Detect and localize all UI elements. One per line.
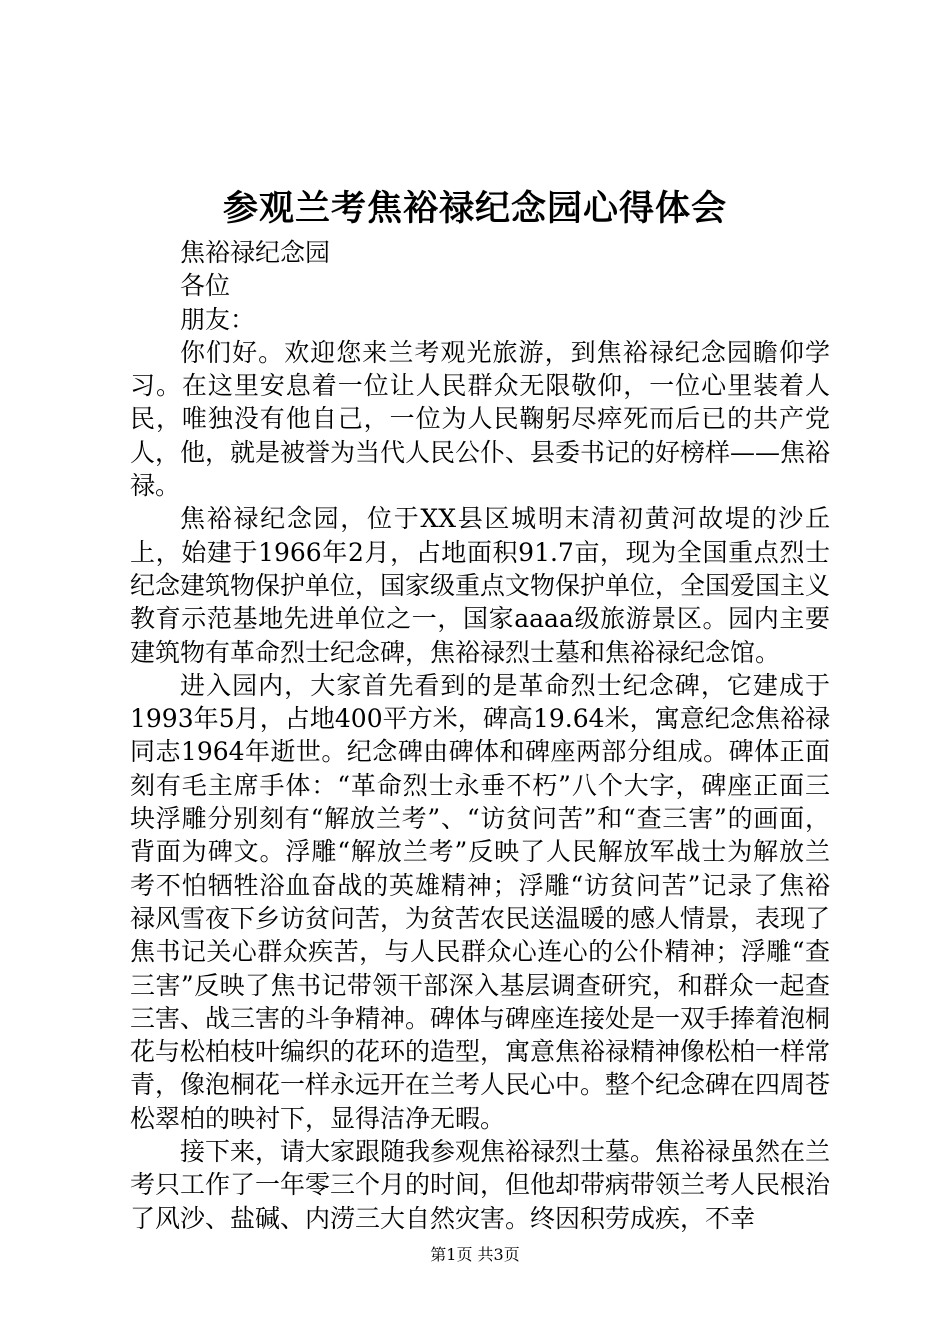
document-body [130,236,830,1235]
paragraph-tomb: 接下来，请大家跟随我参观焦裕禄烈士墓。焦裕禄虽然在兰考只工作了一年零三个月的时间，但他却带病带领兰考人民根治了风沙、盐碱、内涝三大自然灾害。终因积劳成疾，不幸 [130,1137,831,1233]
paragraph-monument: 进入园内，大家首先看到的是革命烈士纪念碑，它建成于1993年5月，占地400平方米，碑高19.64米，寓意纪念焦裕禄同志1964年逝世。纪念碑由碑体和碑座两部分组成。碑体正面刻有毛主席手体：“革命烈士永垂不朽”八个大字，碑座正面三块浮雕分别刻有“解放兰考”、“访贫问苦”和“查三害”的画面，背面为碑文。浮雕“解放兰考”反映了人民解放军战士为解放兰考不怕牺牲浴血奋战的英雄精神；浮雕“访贫问苦”记录了焦裕禄风雪夜下乡访贫问苦，为贫苦农民送温暖的感人情景，表现了焦书记关心群众疾苦，与人民群众心连心的公仆精神；浮雕“查三害”反映了焦书记带领干部深入基层调查研究，和群众一起查三害、战三害的斗争精神。碑体与碑座连接处是一双手捧着泡桐花与松柏枝叶编织的花环的造型，寓意焦裕禄精神像松柏一样常青，像泡桐花一样永远开在兰考人民心中。整个纪念碑在四周苍松翠柏的映衬下，显得洁净无暇。 [130,670,831,1133]
document-title: 参观兰考焦裕禄纪念园心得体会 [222,188,727,229]
paragraph-overview: 焦裕禄纪念园，位于XX县区城明末清初黄河故堤的沙丘上，始建于1966年2月，占地面积91.7亩，现为全国重点烈士纪念建筑物保护单位，国家级重点文物保护单位，全国爱国主义教育示范基地先进单位之一，国家aaaa级旅游景区。园内主要建筑物有革命烈士纪念碑，焦裕禄烈士墓和焦裕禄纪念馆。 [130,504,831,667]
page-footer: 第1页 共3页 [430,1245,520,1264]
paragraph-recipient: 焦裕禄纪念园 [180,238,331,267]
paragraph-salutation-2: 朋友： [180,304,256,334]
paragraph-greeting: 你们好。欢迎您来兰考观光旅游，到焦裕禄纪念园瞻仰学习。在这里安息着一位让人民群众无限敬仰，一位心里装着人民，唯独没有他自己，一位为人民鞠躬尽瘁死而后已的共产党人，他，就是被誉为当代人民公仆、县委书记的好榜样——焦裕禄。 [130,337,831,501]
paragraph-salutation-1: 各位 [180,271,231,301]
